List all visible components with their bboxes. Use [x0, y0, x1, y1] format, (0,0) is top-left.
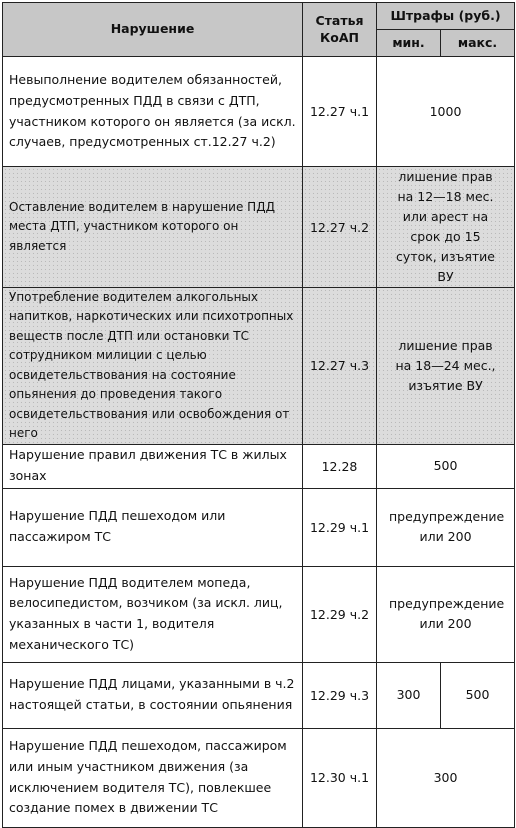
- article-ref: 12.30 ч.1: [303, 728, 377, 827]
- header-article: Статья КоАП: [303, 3, 377, 57]
- article-ref: 12.27 ч.3: [303, 288, 377, 445]
- header-fine-max: макс.: [441, 30, 515, 57]
- fine-amount: предупреждение или 200: [377, 566, 515, 662]
- header-fines: Штрафы (руб.): [377, 3, 515, 30]
- article-ref: 12.29 ч.1: [303, 488, 377, 566]
- table-row: [3, 662, 515, 728]
- violation-text: Нарушение ПДД пешеходом, пассажиром или иным участником движения (за исключением водителя ТС), повлекшее создание помех в движении ТС: [3, 728, 303, 827]
- table-row: [3, 728, 515, 827]
- table-row: [3, 167, 515, 288]
- article-ref: 12.27 ч.2: [303, 167, 377, 288]
- table-row: [3, 444, 515, 488]
- header-violation: Нарушение: [3, 3, 303, 57]
- table-row: [3, 288, 515, 445]
- fine-amount: предупреждение или 200: [377, 488, 515, 566]
- header-fine-min: мин.: [377, 30, 441, 57]
- article-ref: 12.29 ч.2: [303, 566, 377, 662]
- violation-text: Нарушение ПДД лицами, указанными в ч.2 настоящей статьи, в состоянии опьянения: [3, 662, 303, 728]
- fine-min-amount: 300: [377, 662, 441, 728]
- fine-amount: 300: [377, 728, 515, 827]
- violation-text: Оставление водителем в нарушение ПДД места ДТП, участником которого он является: [3, 167, 303, 288]
- fine-amount: 1000: [377, 57, 515, 167]
- violation-text: Нарушение правил движения ТС в жилых зонах: [3, 444, 303, 488]
- fine-amount: лишение прав на 18—24 мес., изъятие ВУ: [377, 288, 515, 445]
- fine-amount: лишение прав на 12—18 мес. или арест на срок до 15 суток, изъятие ВУ: [377, 167, 515, 288]
- article-ref: 12.28: [303, 444, 377, 488]
- article-ref: 12.27 ч.1: [303, 57, 377, 167]
- table-row: [3, 488, 515, 566]
- fine-max-amount: 500: [441, 662, 515, 728]
- table-row: [3, 57, 515, 167]
- violation-text: Невыполнение водителем обязанностей, предусмотренных ПДД в связи с ДТП, участником которого он является (за искл. случаев, предусмотренных ст.12.27 ч.2): [3, 57, 303, 167]
- violation-text: Употребление водителем алкогольных напитков, наркотических или психотропных веществ после ДТП или остановки ТС сотрудником милиции с целью освидетельствования на состояние опьянения до проведения такого освидетельствования или освобождения от него: [3, 288, 303, 445]
- violation-text: Нарушение ПДД пешеходом или пассажиром ТС: [3, 488, 303, 566]
- article-ref: 12.29 ч.3: [303, 662, 377, 728]
- fine-amount: 500: [377, 444, 515, 488]
- fines-table: [2, 2, 515, 828]
- violation-text: Нарушение ПДД водителем мопеда, велосипедистом, возчиком (за искл. лиц, указанных в части 1, водителя механического ТС): [3, 566, 303, 662]
- table-row: [3, 566, 515, 662]
